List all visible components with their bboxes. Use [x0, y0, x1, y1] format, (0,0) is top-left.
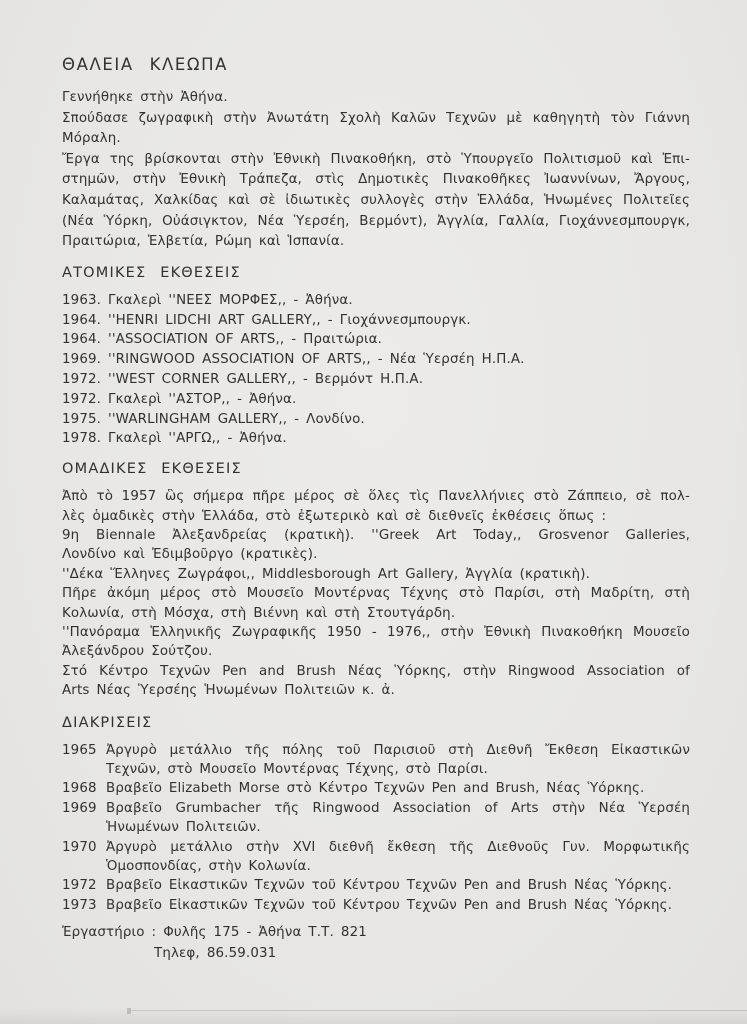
text-line: Βραβεῖο Grumbacher τῆς Ringwood Association of Arts στὴν Νέα Ὑερσέη [106, 800, 690, 816]
text-line: Στό Κέντρο Τεχνῶν Pen and Brush Νέας Ὑόρκης, στὴν Ringwood Association of [62, 663, 690, 679]
text-line: Γεννήθηκε στὴν Ἀθήνα. [62, 90, 228, 105]
exhibition-entry [62, 311, 690, 331]
award-entry [62, 779, 690, 798]
award-text [106, 838, 690, 877]
text-line: Πῆρε ἀκόμη μέρος στὸ Μουσεῖο Μοντέρνας Τέχνης στὸ Παρίσι, στὴ Μαδρίτη, στὴ [62, 586, 690, 602]
studio-contact [62, 923, 690, 964]
text-line: Arts Νέας Ὑερσέης Ἡνωμένων Πολιτειῶν κ. ἀ. [62, 683, 395, 699]
exhibition-entry [62, 291, 690, 311]
page-bottom-edge-line [130, 1010, 747, 1011]
text-line: Ἀλεξάνδρου Σούτζου. [62, 644, 213, 660]
entry-text: Γκαλερὶ ''ΝΕΕΣ ΜΟΡΦΕΣ,, - Ἀθήνα. [108, 292, 353, 308]
awards-heading: ΔΙΑΚΡΙΣΕΙΣ [62, 714, 153, 731]
text-line: Καλαμάτας, Χαλκίδας καὶ σὲ ἰδιωτικὲς συλλογὲς στὴν Ἑλλάδα, Ἡνωμένες Πολιτεῖες [62, 192, 690, 208]
text-line: ''Πανόραμα Ἑλληνικῆς Ζωγραφικῆς 1950 - 1976,, στὴν Ἐθνικὴ Πινακοθήκη Μουσεῖο [62, 624, 690, 640]
artist-name-title: ΘΑΛΕΙΑ ΚΛΕΩΠΑ [62, 55, 229, 74]
text-line: Μόραλη. [62, 131, 121, 147]
group-exhibitions-heading: ΟΜΑΔΙΚΕΣ ΕΚΘΕΣΕΙΣ [62, 461, 242, 478]
award-entry [62, 741, 690, 780]
text-line: ''Δέκα Ἕλληνες Ζωγράφοι,, Middlesborough Art Gallery, Ἀγγλία (κρατικὴ). [62, 566, 590, 582]
award-entry [62, 838, 690, 877]
text-line: Βραβεῖο Εἰκαστικῶν Τεχνῶν τοῦ Κέντρου Τεχνῶν Pen and Brush Νέας Ὑόρκης. [106, 897, 673, 913]
solo-exhibitions-list [62, 291, 690, 449]
text-line: 9η Biennale Ἀλεξανδρείας (κρατικὴ). ''Greek Art Today,, Grosvenor Galleries, [62, 527, 690, 543]
entry-year: 1963. [62, 292, 102, 308]
award-text [106, 779, 690, 798]
entry-text: ''RINGWOOD ASSOCIATION OF ARTS,, - Νέα Ὑερσέη Η.Π.Α. [108, 352, 525, 368]
text-line: Ἔργα της βρίσκονται στὴν Ἐθνικὴ Πινακοθήκη, στὸ Ὑπουργεῖο Πολιτισμοῦ καὶ Ἐπι- [62, 151, 690, 167]
award-entry [62, 896, 690, 915]
award-year: 1972 [62, 878, 97, 894]
exhibition-entry [62, 429, 690, 449]
entry-text: ''WEST CORNER GALLERY,, - Βερμόντ Η.Π.Α. [108, 371, 424, 387]
exhibition-entry [62, 390, 690, 410]
award-text [106, 741, 690, 780]
text-line: Βραβεῖο Εἰκαστικῶν Τεχνῶν τοῦ Κέντρου Τεχνῶν Pen and Brush Νέας Ὑόρκης. [106, 878, 673, 894]
studio-phone: Τηλεφ, 86.59.031 [154, 945, 277, 961]
text-line: Κολωνία, στὴ Μόσχα, στὴ Βιέννη καὶ στὴ Στουτγάρδη. [62, 605, 456, 621]
group-exhibitions-paragraph [62, 487, 690, 700]
text-line: Ἀργυρὸ μετάλλιο στὴν XVI διεθνῆ ἔκθεση τῆς Διεθνοῦς Γυν. Μορφωτικῆς [106, 839, 690, 855]
entry-year: 1972. [62, 391, 102, 407]
text-line: Ἡνωμένων Πολιτειῶν. [106, 820, 261, 836]
entry-year: 1969. [62, 352, 102, 368]
award-entry [62, 876, 690, 895]
entry-year: 1964. [62, 332, 102, 348]
entry-text: ''WARLINGHAM GALLERY,, - Λονδίνο. [108, 411, 365, 427]
text-line: Ἀπὸ τὸ 1957 ὣς σήμερα πῆρε μέρος σὲ ὅλες τὶς Πανελλήνιες στὸ Ζάππειο, σὲ πολ- [62, 489, 690, 505]
bio-paragraph [62, 88, 690, 253]
studio-address: Ἐργαστήριο : Φυλῆς 175 - Ἀθήνα Τ.Τ. 821 [62, 925, 367, 941]
text-line: Ὁμοσπονδίας, στὴν Κολωνία. [106, 859, 311, 875]
solo-exhibitions-heading: ΑΤΟΜΙΚΕΣ ΕΚΘΕΣΕΙΣ [62, 264, 241, 281]
award-text [106, 896, 690, 915]
entry-text: ''ASSOCIATION OF ARTS,, - Πραιτώρια. [108, 332, 383, 348]
text-line: Τεχνῶν, στὸ Μουσεῖο Μοντέρνας Τέχνης, στὸ Παρίσι. [106, 762, 488, 777]
awards-list [62, 741, 690, 916]
award-year: 1965 [62, 742, 97, 758]
award-entry [62, 799, 690, 838]
scan-artifact-dot [127, 1008, 131, 1014]
entry-text: Γκαλερὶ ''ΑΡΓΩ,, - Ἀθήνα. [108, 431, 287, 447]
text-line: λὲς ὁμαδικὲς στὴν Ἑλλάδα, στὸ ἐξωτερικὸ καὶ σὲ διεθνεῖς ἐκθέσεις ὅπως : [62, 508, 607, 524]
entry-year: 1978. [62, 431, 102, 447]
award-year: 1973 [62, 897, 97, 913]
text-line: Πραιτώρια, Ἑλβετία, Ρώμη καὶ Ἱσπανία. [62, 234, 345, 250]
entry-year: 1972. [62, 371, 102, 387]
exhibition-entry [62, 330, 690, 350]
text-line: Σπούδασε ζωγραφικὴ στὴν Ἀνωτάτη Σχολὴ Καλῶν Τεχνῶν μὲ καθηγητὴ τὸν Γιάννη [62, 110, 690, 126]
entry-text: ''HENRI LIDCHI ART GALLERY,, - Γιοχάννεσμπουργκ. [108, 312, 471, 328]
exhibition-entry [62, 410, 690, 430]
text-line: Ἀργυρὸ μετάλλιο τῆς πόλης τοῦ Παρισιοῦ στὴ Διεθνῆ Ἔκθεση Εἰκαστικῶν [106, 742, 690, 758]
award-year: 1970 [62, 839, 97, 855]
entry-text: Γκαλερὶ ''ΑΣΤΟΡ,, - Ἀθήνα. [108, 391, 297, 407]
text-line: Βραβεῖο Elizabeth Morse στὸ Κέντρο Τεχνῶν Pen and Brush, Νέας Ὑόρκης. [106, 781, 645, 797]
entry-year: 1964. [62, 312, 102, 328]
award-text [106, 799, 690, 838]
exhibition-entry [62, 350, 690, 370]
entry-year: 1975. [62, 411, 102, 427]
text-line: Λονδίνο καὶ Ἐδιμβοῦργο (κρατικὲς). [62, 547, 318, 563]
award-year: 1968 [62, 781, 97, 797]
exhibition-entry [62, 370, 690, 390]
text-line: (Νέα Ὑόρκη, Οὐάσιγκτον, Νέα Ὑερσέη, Βερμόντ), Ἀγγλία, Γαλλία, Γιοχάννεσμπουργκ, [62, 213, 690, 229]
award-text [106, 876, 690, 895]
text-line: στημῶν, στὴν Ἐθνικὴ Τράπεζα, στὶς Δημοτικὲς Πινακοθῆκες Ἰωαννίνων, Ἄργους, [62, 172, 690, 188]
award-year: 1969 [62, 800, 97, 816]
